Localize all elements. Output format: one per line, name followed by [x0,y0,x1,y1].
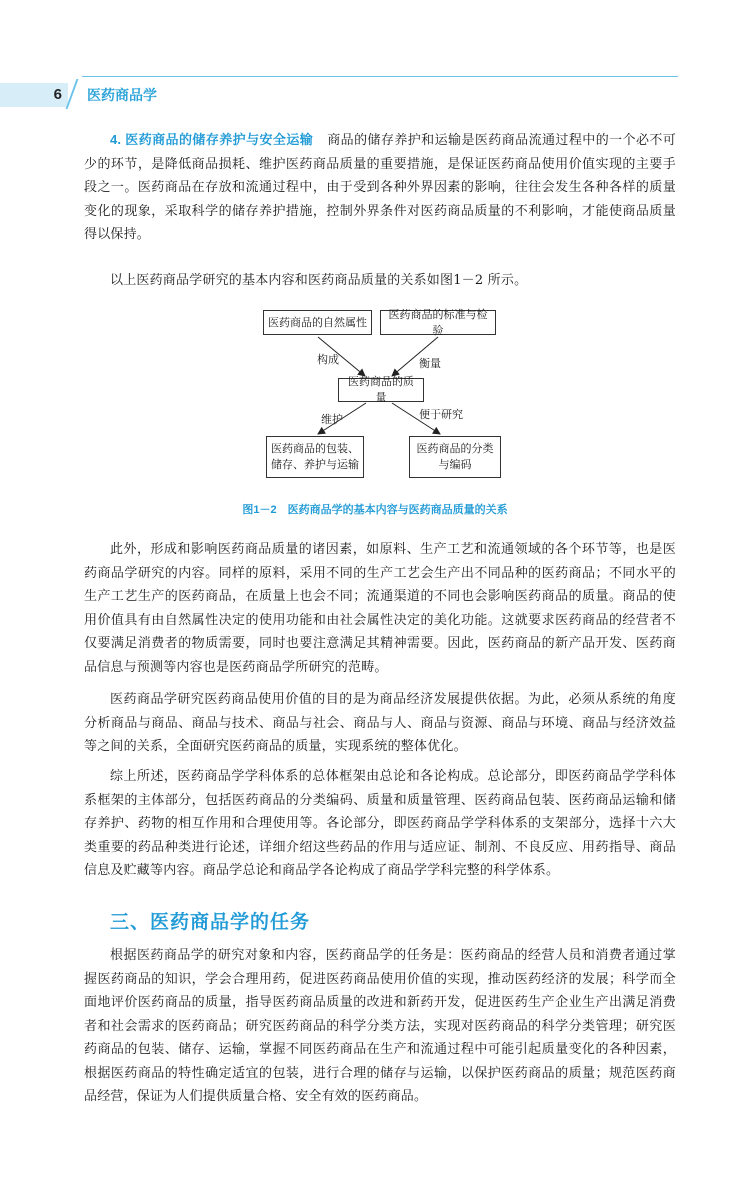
section-4-lead: 4. 医药商品的储存养护与安全运输 [110,132,314,147]
label-for-research: 便于研究 [419,408,463,421]
box-product-quality: 医药商品的质量 [338,378,424,402]
box-classification-coding: 医药商品的分类与编码 [409,436,501,478]
figure-intro: 以上医药商品学研究的基本内容和医药商品质量的关系如图1－2 所示。 [110,273,528,288]
page-number: 6 [53,86,62,103]
paragraph-framework: 综上所述，医药商品学学科体系的总体框架由总论和各论构成。总论部分，即医药商品学学科体系框架的主体部分，包括医药商品的分类编码、质量和质量管理、医药商品包装、医药商品运输和储存养护、药物的相互作用和合理使用等。各论部分，即医药商品学学科体系的支架部分，选择十六大类重要的药品种类进行论述，详细介绍这些药品的作用与适应证、制剂、不良反应、用药指导、商品信息及贮藏等内容。商品学总论和商品学各论构成了商品学学科完整的科学体系。 [84,769,676,878]
page-header [0,0,750,120]
section-4-paragraph [84,128,676,247]
label-measure: 衡量 [419,357,441,370]
box-natural-attributes: 医药商品的自然属性 [263,310,372,335]
paragraph-purpose: 医药商品学研究医药商品使用价值的目的是为商品经济发展提供依据。为此，必须从系统的角度分析商品与商品、商品与技术、商品与社会、商品与人、商品与资源、商品与环境、商品与经济效益等之间的关系，全面研究医药商品的质量，实现系统的整体优化。 [84,692,676,754]
label-maintain: 维护 [321,413,343,426]
box-packaging-storage: 医药商品的包装、储存、养护与运输 [266,436,364,478]
section-heading: 三、医药商品学的任务 [110,912,311,933]
box-standards-inspection: 医药商品的标准与检验 [380,310,496,335]
figure-diagram [0,300,750,520]
figure-caption: 图1－2 医药商品学的基本内容与医药商品质量的关系 [242,504,508,516]
label-compose: 构成 [317,353,339,366]
section-4-text: 商品的储存养护和运输是医药商品流通过程中的一个必不可少的环节，是降低商品损耗、维护医药商品质量的重要措施，是保证医药商品使用价值实现的主要手段之一。医药商品在存放和流通过程中，由于受到各种外界因素的影响，往往会发生各种各样的质量变化的现象，采取科学的储存养护措施，控制外界条件对医药商品质量的不利影响，才能使商品质量得以保持。 [84,133,677,242]
section-3-paragraph: 根据医药商品学的研究对象和内容，医药商品学的任务是：医药商品的经营人员和消费者通过掌握医药商品的知识，学会合理用药，促进医药商品使用价值的实现，推动医药经济的发展；科学而全面地评价医药商品的质量，指导医药商品质量的改进和新药开发，促进医药生产企业生产出满足消费者和社会需求的医药商品；研究医药商品的科学分类方法，实现对医药商品的科学分类管理；研究医药商品的包装、储存、运输，掌握不同医药商品在生产和流通过程中可能引起质量变化的各种因素，根据医药商品的特性确定适宜的包装，进行合理的储存与运输，以保护医药商品的质量；规范医药商品经营，保证为人们提供质量合格、安全有效的医药商品。 [84,948,676,1104]
running-title: 医药商品学 [87,87,157,103]
paragraph-factors: 此外，形成和影响医药商品质量的诸因素，如原料、生产工艺和流通领域的各个环节等，也是医药商品学研究的内容。同样的原料，采用不同的生产工艺会生产出不同品种的医药商品；不同水平的生产工艺生产的医药商品，在质量上也会不同；流通渠道的不同也会影响医药商品的质量。商品的使用价值具有由自然属性决定的使用功能和由社会属性决定的美化功能。这就要求医药商品的经营者不仅要满足消费者的物质需要，同时也要注意满足其精神需要。因此，医药商品的新产品开发、医药商品信息与预测等内容也是医药商品学所研究的范畴。 [84,542,676,675]
header-rule [82,76,678,77]
